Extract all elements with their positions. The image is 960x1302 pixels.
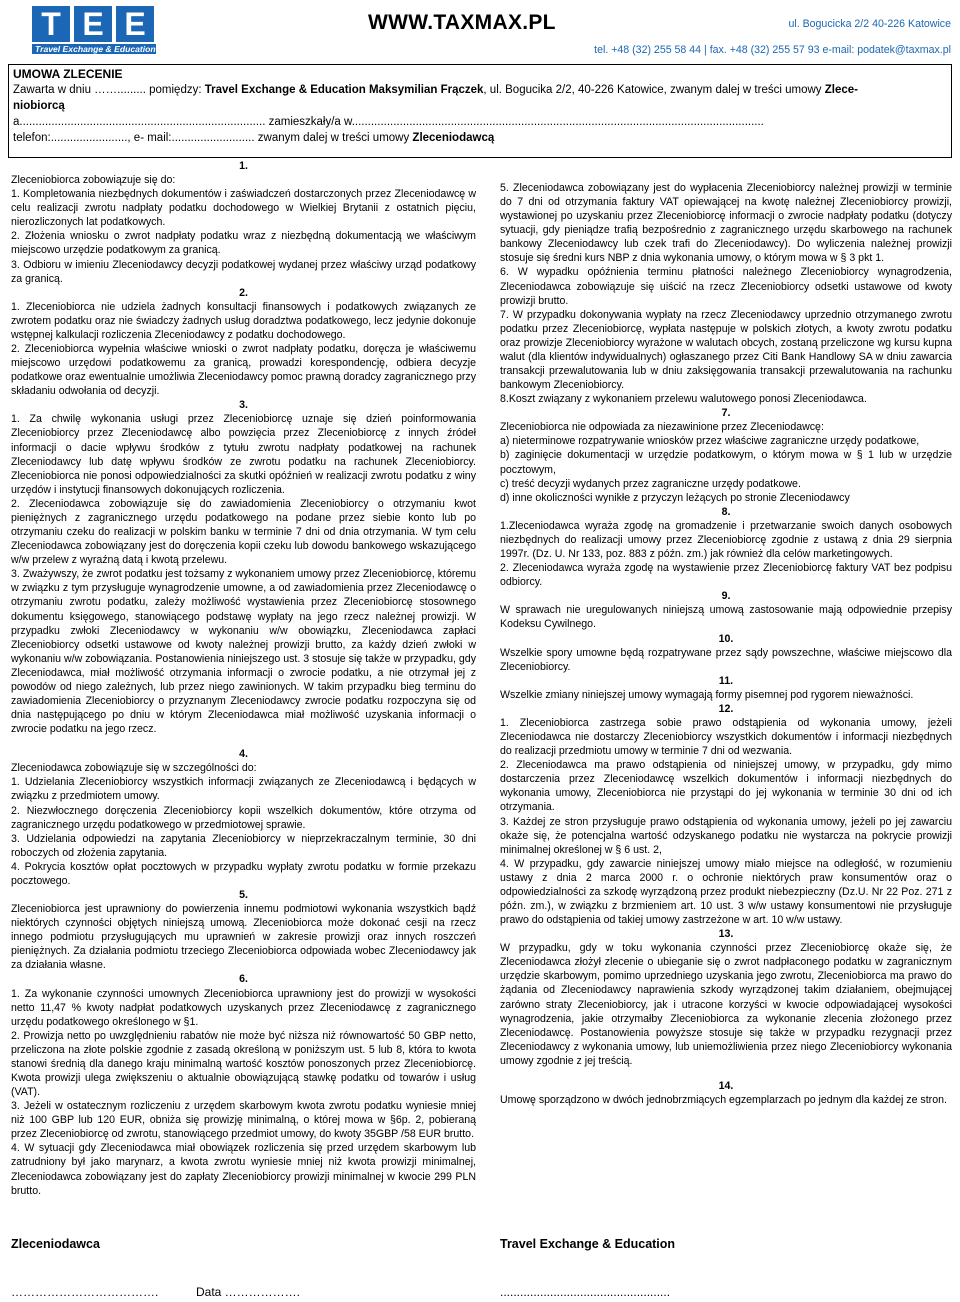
clause-paragraph: W sprawach nie uregulowanych niniejszą umową zastosowanie mają odpowiednie przepisy Kodeksu Cywilnego.	[500, 604, 952, 631]
logo-letter: T	[32, 6, 70, 42]
clause-paragraph: 7. W przypadku dokonywania wypłaty na rzecz Zleceniodawcy uprzednio otrzymanego zwrotu podatku przez Zleceniobiorcę, wypłata następuje w polskich złotych, a kwoty zwrotu podatku oraz prowizje Zleceniobiorcy wyrażone w walutach obcych, zostaną przeliczone wg kursu kupna walut (dla klientów indywidualnych) ogłaszanego przez Citi Bank Handlowy SA w dniu zawarcia transakcji przewalutowania lub w dniu zaksięgowania transakcji przewalutowania na rachunku bankowym Zleceniobiorcy.	[500, 308, 952, 392]
tee-logo	[32, 6, 156, 54]
clause-paragraph: 1. Za wykonanie czynności umownych Zleceniobiorca uprawniony jest do prowizji w wysokości netto 11,47 % kwoty nadpłat podatkowych uzyskanych przez Zleceniodawcę z zagranicznego urzędu podatkowego określonego w §1.	[11, 987, 476, 1028]
role-term: Zlece-	[824, 83, 858, 96]
spacer	[11, 736, 476, 747]
date-field: Data ……………….	[196, 1285, 301, 1299]
section-heading: 2.	[239, 286, 248, 299]
contract-title: UMOWA ZLECENIE	[13, 67, 123, 81]
section-heading: 8.	[721, 505, 731, 518]
clause-paragraph: Zleceniodawca zobowiązuje się w szczególności do:	[11, 762, 257, 775]
section-heading: 1.	[239, 160, 248, 172]
text: , ul. Bogucika 2/2, 40-226 Katowice, zwanym dalej w treści umowy	[483, 83, 825, 96]
section-heading: 14.	[718, 1079, 734, 1092]
clause-paragraph: 4. W sytuacji gdy Zleceniodawca miał obowiązek rozliczenia się przed urzędem skarbowym lub zatrudniony był jako marynarz, a kwota zwrotu wyniesie mniej niż kwota prowizji minimalnej, Zleceniodawca zobowiązany jest do zapłaty Zleceniobiorcy prowizji minimalnej w kwocie 299 PLN brutto.	[11, 1142, 476, 1197]
clause-paragraph: 2. Prowizja netto po uwzględnieniu rabatów nie może być niższa niż równowartość 50 GBP netto, przeliczona na złote polskie zgodnie z zasadą określoną w poniższym ust. 5 lub 8, która to kwota stanowi średnią dla danego kraju minimalną wartość kosztów ponoszonych przez Zleceniobiorcę. Kwota prowizji ulega zwiększeniu o aktualnie obowiązującą stawkę podatku od towarów i usług (VAT).	[11, 1029, 476, 1099]
clause-paragraph: 1.Zleceniodawca wyraża zgodę na gromadzenie i przetwarzanie swoich danych osobowych niezbędnych do realizacji umowy przez Zleceniobiorcę zgodnie z ustawą z dnia 29 sierpnia 1997r. (Dz. U. Nr 133, poz. 883 z późn. zm.) jak również dla celów marketingowych.	[500, 519, 952, 561]
clause-paragraph: 6. W wypadku opóźnienia terminu płatności należnego Zleceniobiorcy wynagrodzenia, Zleceniodawca zobowiązuje się uiścić na rzecz Zleceniobiorcy odsetki ustawowe od kwoty prowizji brutto.	[500, 266, 952, 307]
logo-letter: E	[74, 6, 112, 42]
signature-label-client: Zleceniodawca	[11, 1237, 100, 1251]
clause-paragraph: 2. Zleceniodawca ma prawo odstąpienia od niniejszej umowy, w przypadku, gdy mimo dostarczenia przez Zleceniodawcę wszelkich dokumentów i informacji niezbędnych do wykonania umowy, Zleceniobiorca nie przystąpi do jej wykonania w terminie 30 dni od ich otrzymania.	[500, 759, 952, 814]
clause-paragraph: d) inne okoliczności wynikłe z przyczyn leżących po stronie Zleceniodawcy	[500, 491, 850, 504]
left-column	[11, 159, 476, 1198]
clause-paragraph: c) treść decyzji wydanych przez zagraniczne urzędy podatkowe.	[500, 477, 801, 490]
company-address: ul. Bogucicka 2/2 40-226 Katowice	[788, 18, 951, 30]
section-heading: 10.	[718, 632, 734, 645]
clause-paragraph: 1. Za chwilę wykonania usługi przez Zleceniobiorcę uznaje się dzień poinformowania Zleceniobiorcy przez Zleceniodawcę albo powzięcia przez Zleceniobiorcę z innych źródeł informacji o dacie wpływu środków z tytułu zwrotu nadpłaty podatkowej na rachunek Zleceniodawcy lub datę wpływu środków ze zwrotu podatku na rachunek Zleceniobiorcy. Zleceniobiorca nie ponosi odpowiedzialności za skutki opóźnień w realizacji zwrotu podatku z winy urzędów i instytucji finansowych dokonujących rozliczenia.	[11, 413, 476, 496]
clause-paragraph: 5. Zleceniodawca zobowiązany jest do wypłacenia Zleceniobiorcy należnej prowizji w terminie do 7 dni od otrzymania faktury VAT opiewającej na kwotę należnej Zleceniobiorcy prowizji, wystawionej po uzyskaniu przez Zleceniobiorcę informacji o zwrocie nadpłaty podatku (dotyczy sytuacji, gdy pieniądze trafią bezpośrednio z zagranicznego urzędu skarbowego na rachunek bankowy Zleceniodawcy lub czek trafi do Zleceniodawcy). Do wyliczenia należnej prowizji stosuje się średni kurs NBP z dnia wykonania umowy, o którym mowa w § 3 pkt 1.	[500, 182, 952, 265]
logo-tagline: Travel Exchange & Education	[32, 44, 156, 54]
clause-paragraph: W przypadku, gdy w toku wykonania czynności przez Zleceniobiorcę okaże się, że Zleceniodawca złożył zlecenie o ubieganie się o zwrot nadpłaconego podatku w zagranicznym urzędzie skarbowym, pomimo uprzedniego uzyskania jego zwrotu, Zleceniobiorca ma prawo do żądania od Zleceniodawcy naprawienia szkody wyrządzonej takim działaniem, obejmującej zarówno straty Zleceniobiorcy, jak i utracone korzyści w kwocie odpowiadającej wysokości wynagrodzenia, jakie otrzymałby Zleceniobiorca za wykonanie zlecenia złożonego przez Zleceniodawcę. Postanowienia powyższe stosuje się także w przypadku rezygnacji przez Zleceniodawcy z wykonania umowy, lub uniemożliwienia przez niego Zleceniobiorcy wykonania umowy zgodnie z jej treścią.	[500, 942, 952, 1067]
clause-paragraph: 8.Koszt związany z wykonaniem przelewu walutowego ponosi Zleceniodawca.	[500, 393, 867, 406]
section-heading: 5.	[239, 888, 248, 901]
company-contact: tel. +48 (32) 255 58 44 | fax. +48 (32) 255 57 93 e-mail: podatek@taxmax.pl	[594, 44, 951, 56]
website-url: WWW.TAXMAX.PL	[368, 11, 556, 34]
text: Zawarta w dniu ……......... pomiędzy:	[13, 83, 205, 96]
clause-paragraph: 2. Zleceniodawca wyraża zgodę na wystawienie przez Zleceniobiorcę faktury VAT bez podpisu odbiorcy.	[500, 562, 952, 589]
clause-paragraph: 2. Zleceniobiorca wypełnia właściwe wnioski o zwrot nadpłaty podatku, doręcza je właściwemu miejscowo urzędowi podatkowemu za granicą, prowadzi korespondencję, odbiera decyzje podatkowe oraz ewentualnie umożliwia Zleceniodawcy pomoc prawną doradcy zagranicznego przy składaniu odwołania od decyzji.	[11, 343, 476, 398]
clause-paragraph: 2. Zleceniodawca zobowiązuje się do zawiadomienia Zleceniobiorcy o otrzymaniu kwot pieniężnych z zagranicznego urzędu podatkowego na podane przez siebie konto lub po otrzymaniu czeku do realizacji w polskim banku w terminie 7 dni od dnia otrzymania. W tym celu Zleceniodawca zobowiązany jest do doręczenia kopii czeku lub dowodu bankowego wskazującego w/w przelew z wyraźną datą i kwotą przelewu.	[11, 497, 476, 567]
clause-paragraph: 3. Odbioru w imieniu Zleceniodawcy decyzji podatkowej wydanej przez właściwy urząd podatkowy za granicą.	[11, 258, 476, 285]
clause-paragraph: 1. Zleceniobiorca nie udziela żadnych konsultacji finansowych i podatkowych związanych ze zwrotem podatku oraz nie świadczy żadnych usług doradztwa podatkowego, lecz jedynie dokonuje wstępnej kalkulacji rozliczenia Zleceniodawcy z podatku dochodowego.	[11, 300, 476, 341]
clause-paragraph: 3. Udzielania odpowiedzi na zapytania Zleceniobiorcy w nieprzekraczalnym terminie, 30 dni roboczych od złożenia zapytania.	[11, 832, 476, 859]
section-heading: 6.	[239, 973, 248, 986]
contractor-name: Travel Exchange & Education Maksymilian Frączek	[204, 83, 484, 96]
clause-paragraph: 2. Niezwłocznego doręczenia Zleceniobiorcy kopii wszelkich dokumentów, które otrzyma od zagranicznego urzędu podatkowego w przedmiotowej sprawie.	[11, 804, 476, 831]
clause-paragraph: b) zaginięcie dokumentacji w urzędzie podatkowym, o którym mowa w § 1 lub w urzędzie pocztowym,	[500, 449, 952, 476]
clause-paragraph: 2. Złożenia wniosku o zwrot nadpłaty podatku wraz z niezbędną dokumentacją we właściwym miejscowo urzędzie podatkowym za granicą.	[11, 230, 476, 257]
clause-paragraph: 4. W przypadku, gdy zawarcie niniejszej umowy miało miejsce na odległość, w rozumieniu ustawy z dnia 2 marca 2000 r. o ochronie niektórych praw konsumentów oraz o odpowiedzialności za szkodę wyrządzoną przez produkt niebezpieczny (Dz.U. Nr 22 Poz. 271 z późn. zm.), w związku z brzmieniem art. 10 ust. 3 w/w ustawy konsumentowi nie przysługuje prawo do odstąpienia od takiej umowy zastrzeżone w art. 10 w/w ustawy.	[500, 857, 952, 927]
section-heading: 11.	[718, 674, 734, 687]
clause-paragraph: Wszelkie zmiany niniejszej umowy wymagają formy pisemnej pod rygorem nieważności.	[500, 688, 914, 701]
clause-paragraph: Umowę sporządzono w dwóch jednobrzmiących egzemplarzach po jednym dla każdej ze stron.	[500, 1094, 947, 1106]
clause-paragraph: a) nieterminowe rozpatrywanie wniosków przez właściwe zagraniczne urzędy podatkowe,	[500, 435, 920, 448]
right-column	[500, 159, 952, 1107]
parties-line-1	[13, 83, 947, 99]
signature-label-company: Travel Exchange & Education	[500, 1237, 676, 1251]
clause-paragraph: Zleceniobiorca nie odpowiada za niezawinione przez Zleceniodawcę:	[500, 421, 824, 434]
clause-paragraph: Zleceniobiorca zobowiązuje się do:	[11, 174, 176, 187]
section-heading: 3.	[239, 399, 248, 412]
contract-parties-box	[8, 64, 952, 158]
parties-line-4	[13, 131, 947, 147]
spacer	[500, 1068, 952, 1079]
section-heading: 9.	[721, 590, 731, 603]
clause-paragraph: 1. Zleceniobiorca zastrzega sobie prawo odstąpienia od wykonania umowy, jeżeli Zleceniodawca nie dostarczy Zleceniobiorcy wszystkich dokumentów i informacji niezbędnych do realizacji przedmiotu umowy w terminie 7 dni od wezwania.	[500, 716, 952, 758]
clause-paragraph: Wszelkie spory umowne będą rozpatrywane przez sądy powszechne, właściwe miejscowo dla Zleceniobiorcy.	[500, 646, 952, 673]
clause-paragraph: 3. Zważywszy, że zwrot podatku jest tożsamy z wykonaniem umowy przez Zleceniobiorcę, któremu w związku z tym przysługuje wynagrodzenie umowne, a od zawiadomienia przez Zleceniodawcę o otrzymaniu zwrotu podatku, zależy możliwość wystawienia przez Zleceniobiorcę stosownego dokumentu księgowego, stanowiącego podstawę wypłaty na jego rzecz należnej prowizji. W przypadku zwłoki Zleceniodawcy w wykonaniu w/w obowiązku, Zleceniodawca zapłaci Zleceniobiorcy odsetki ustawowe od kwoty należnej prowizji brutto, za każdy dzień zwłoki w wykonaniu w/w zobowiązania. Postanowienia niniejszego ust. 3 stosuje się także w przypadku, gdy Zleceniodawca, miał możliwość otrzymania informacji o zwrocie podatku, a nie otrzymał jej z powodów od niego zależnych, lub przez niego zawinionych. W takim przypadku bieg terminu do zawiadomienia Zleceniobiorcy o przyznanym Zleceniodawcy zwrocie podatku rozpoczyna się od dnia następującego po dniu w którym Zleceniodawca miał możliwość uzyskania informacji o zwrocie podatku na jego rzecz.	[11, 568, 476, 736]
role-term: Zleceniodawcą	[412, 131, 495, 144]
logo-letter: E	[116, 6, 154, 42]
text: telefon:........................, e- mail:.......................... zwanym dalej w treści umowy	[13, 131, 413, 144]
parties-line-3: a............................................................................. zamieszkały/a w.................................................................................................................................	[13, 115, 764, 128]
clause-paragraph: 3. Każdej ze stron przysługuje prawo odstąpienia od wykonania umowy, jeżeli po jej zawarciu okaże się, że potencjalna wartość odzyskanego podatku nie wystarcza na pokrycie prowizji minimalnej określonej w § 6 ust. 2,	[500, 815, 952, 856]
spacer	[500, 159, 952, 170]
section-heading: 13.	[718, 928, 734, 941]
signature-line-client: ……………………………….	[11, 1285, 159, 1299]
section-heading: 4.	[239, 748, 248, 761]
clause-paragraph: 1. Kompletowania niezbędnych dokumentów i zaświadczeń dostarczonych przez Zleceniodawcę w celu realizacji zwrotu nadpłaty podatku dochodowego w Wielkiej Brytanii z ostatnich pięciu, nierozliczonych lat podatkowych.	[11, 188, 476, 229]
clause-paragraph: 3. Jeżeli w ostatecznym rozliczeniu z urzędem skarbowym kwota zwrotu podatku wyniesie mniej niż 100 GBP lub 120 EUR, obniża się prowizję minimalną, o której mowa w §6p. 2, pobieraną przez Zleceniobiorcę od zwrotu, stanowiącego przedmiot umowy, do kwoty 35GBP /58 EUR brutto.	[11, 1100, 476, 1141]
clause-paragraph: Zleceniobiorca jest uprawniony do powierzenia innemu podmiotowi wykonania wszystkich bądź niektórych czynności objętych niniejszą umową. Zleceniobiorca może dokonać cesji na rzecz innego podmiotu przysługujących mu uprawnień w zakresie prowizji oraz innych roszczeń pieniężnych. Za działania podmiotu trzeciego Zleceniobiorca odpowiada wobec Zleceniodawcy jak za działania własne.	[11, 903, 476, 972]
clause-paragraph: 1. Udzielania Zleceniobiorcy wszystkich informacji związanych ze Zleceniodawcą i będących w związku z przedmiotem umowy.	[11, 776, 476, 803]
clause-paragraph: 4. Pokrycia kosztów opłat pocztowych w przypadku wypłaty zwrotu podatku w formie przekazu pocztowego.	[11, 860, 476, 887]
spacer	[500, 170, 952, 181]
section-heading: 7.	[721, 407, 731, 420]
signature-line-company: ...................................................	[500, 1285, 671, 1299]
parties-line-2: niobiorcą	[13, 99, 65, 112]
section-heading: 12.	[718, 702, 734, 715]
